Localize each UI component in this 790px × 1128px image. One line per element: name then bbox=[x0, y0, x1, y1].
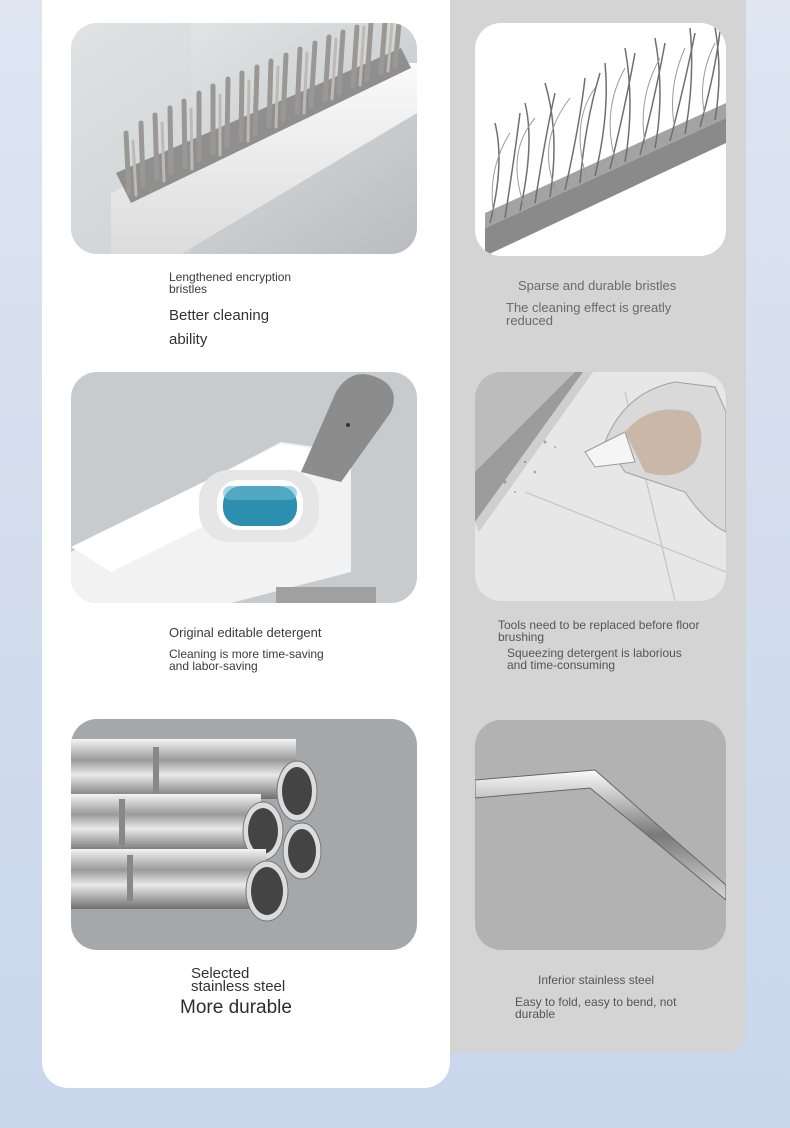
right-item1-subtitle: The cleaning effect is greatly reduced bbox=[506, 300, 672, 328]
dense-bristle-brush-image bbox=[71, 23, 417, 254]
left-item2-title: Original editable detergent bbox=[169, 625, 322, 640]
right-item3-title: Inferior stainless steel bbox=[538, 973, 655, 987]
right-item2-subtitle: Squeezing detergent is laborious and time-consuming bbox=[507, 646, 682, 672]
right-item3-subtitle: Easy to fold, easy to bend, not durable bbox=[515, 995, 677, 1021]
left-item2-subtitle: Cleaning is more time-saving and labor-saving bbox=[169, 647, 324, 673]
left-item1-title: Lengthened encryption bristles bbox=[169, 270, 292, 296]
left-item1-subtitle: Better cleaning ability bbox=[169, 307, 270, 348]
right-item2-title: Tools need to be replaced before floor brushing bbox=[498, 618, 700, 644]
left-item3-subtitle: More durable bbox=[180, 997, 292, 1018]
spray-bottle-floor-image bbox=[475, 372, 726, 601]
right-item1-title: Sparse and durable bristles bbox=[518, 278, 677, 293]
left-item3-title: Selected stainless steel bbox=[191, 965, 286, 995]
bent-steel-rod-image bbox=[475, 720, 726, 950]
stainless-steel-tubes-image bbox=[71, 719, 417, 950]
detergent-compartment-image bbox=[71, 372, 417, 603]
sparse-bristle-brush-image bbox=[475, 23, 726, 256]
